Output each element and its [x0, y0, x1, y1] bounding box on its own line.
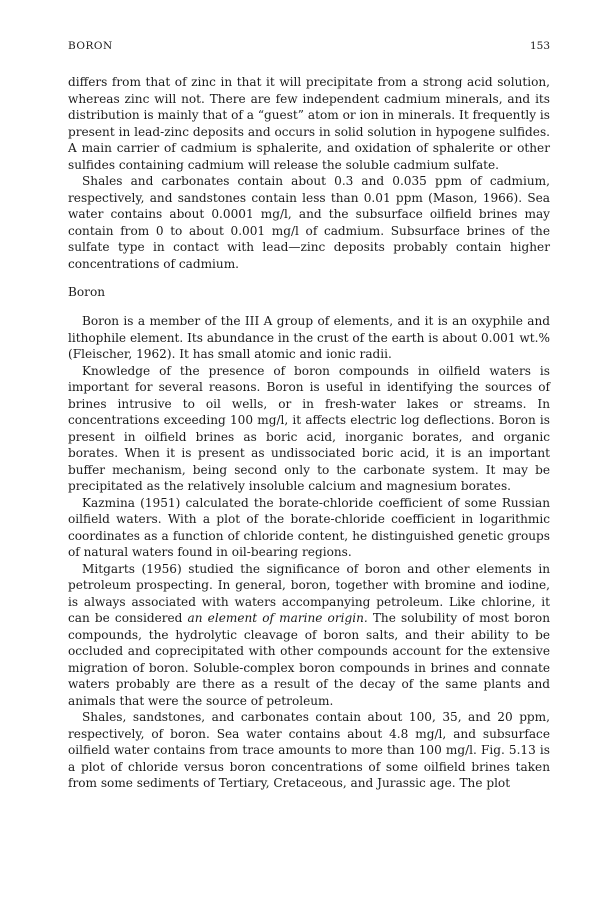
paragraph-cadmium-continued: differs from that of zinc in that it will precipitate from a strong acid solution, whereas zinc will not. There are few independent cadmium minerals, and its distribution is mainly that of a “guest” atom or ion in minerals. It frequently is present in lead-zinc deposits and occurs in solid solution in hypogene sulfides. A main carrier of cadmium is sphalerite, and oxidation of sphalerite or other sulfides containing cadmium will release the soluble cadmium sulfate. [68, 75, 550, 172]
running-head [68, 40, 550, 52]
paragraph-cadmium-abundance: Shales and carbonates contain about 0.3 and 0.035 ppm of cadmium, respectively, and sandstones contain less than 0.01 ppm (Mason, 1966). Sea water contains about 0.0001 mg/l, and the subsurface oilfield brines may contain from 0 to about 0.001 mg/l of cadmium. Subsurface brines of the sulfate type in contact with lead—zinc deposits probably contain higher concentrations of cadmium. [68, 174, 550, 271]
document-page [68, 40, 550, 792]
paragraph-boron-kazmina: Kazmina (1951) calculated the borate-chloride coefficient of some Russian oilfield waters. With a plot of the borate-chloride coefficient in logarithmic coordinates as a function of chloride content, he distinguished genetic groups of natural waters found in oil-bearing regions. [68, 495, 550, 559]
paragraph-boron-mitgarts [68, 561, 550, 710]
mitgarts-emphasis: an element of marine origin. [187, 611, 368, 625]
running-head-title: BORON [68, 40, 113, 52]
page-number: 153 [529, 40, 550, 52]
paragraph-boron-intro: Boron is a member of the III A group of elements, and it is an oxyphile and lithophile element. Its abundance in the crust of the earth is about 0.001 wt.% (Fleischer, 1962). It has small atomic and ionic radii. [68, 314, 550, 361]
paragraph-boron-importance: Knowledge of the presence of boron compounds in oilfield waters is important for several reasons. Boron is useful in identifying the sources of brines intrusive to oil wells, or in fresh-water lakes or streams. In concentrations exceeding 100 mg/l, it affects electric log deflections. Boron is present in oilfield brines as boric acid, inorganic borates, and organic borates. When it is present as undissociated boric acid, it is an important buffer mechanism, being second only to the carbonate system. It may be precipitated as the relatively insoluble calcium and magnesium borates. [68, 363, 550, 493]
section-heading-boron: Boron [68, 285, 106, 299]
paragraph-boron-concentrations: Shales, sandstones, and carbonates contain about 100, 35, and 20 ppm, respectively, of boron. Sea water contains about 4.8 mg/l, and subsurface oilfield water contains from trace amounts to more than 100 mg/l. Fig. 5.13 is a plot of chloride versus boron concentrations of some oilfield brines taken from some sediments of Tertiary, Cretaceous, and Jurassic age. The plot [68, 710, 550, 790]
mitgarts-text-end: The solubility of most boron compounds, the hydrolytic cleavage of boron salts, and their ability to be occluded and coprecipitated with other compounds account for the extensive migration of boron. Soluble-complex boron compounds in brines and connate waters probably are there as a result of the decay of the same plants and animals that were the source of petroleum. [68, 611, 550, 708]
mitgarts-text-start: Mitgarts (1956) studied the significance of boron and other elements in petroleum prospecting. In general, boron, together with bromine and iodine, is always associated with waters accompanying petroleum. Like chlorine, it can be considered [68, 561, 550, 625]
